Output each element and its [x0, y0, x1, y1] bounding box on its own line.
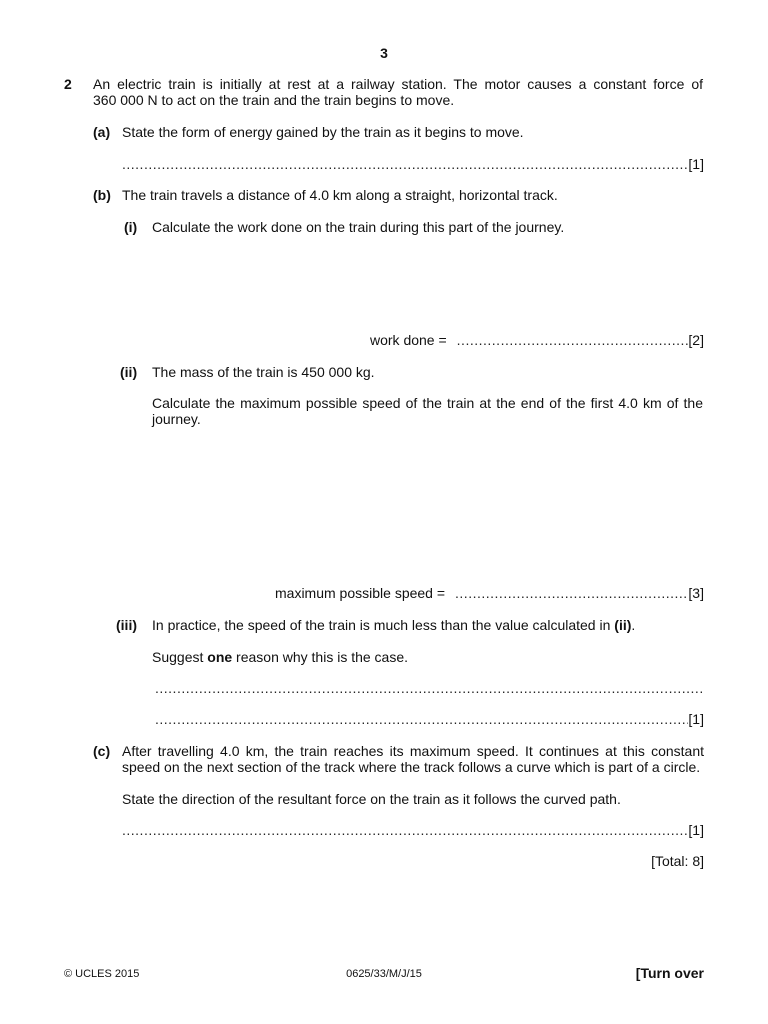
footer-code: 0625/33/M/J/15 — [346, 968, 422, 980]
part-b-i-text: Calculate the work done on the train during this part of the journey. — [152, 219, 565, 235]
part-b-iii-marks: [1] — [688, 711, 704, 727]
part-c-text-line2: speed on the next section of the track where the track follows a curve which is part of a circle. — [122, 759, 701, 775]
part-b-iii-label: (iii) — [116, 617, 137, 633]
part-a-answer-line[interactable] — [122, 156, 704, 172]
question-number: 2 — [64, 76, 72, 92]
part-b-label: (b) — [93, 187, 111, 203]
part-b-iii-text-pre: In practice, the speed of the train is much less than the value calculated in — [152, 617, 615, 633]
total-marks: [Total: 8] — [651, 853, 704, 869]
max-speed-answer-line[interactable] — [275, 585, 704, 601]
answer-dots — [457, 332, 689, 348]
part-b-iii-answer-line-1[interactable] — [155, 680, 704, 696]
answer-dots — [122, 156, 688, 172]
part-b-ii-label: (ii) — [120, 364, 138, 380]
part-b-i-marks: [2] — [688, 332, 704, 348]
answer-dots — [122, 822, 688, 838]
part-b-iii-suggest — [152, 649, 408, 665]
part-a-text: State the form of energy gained by the train as it begins to move. — [122, 124, 524, 140]
part-c-answer-line[interactable] — [122, 822, 704, 838]
part-b-text: The train travels a distance of 4.0 km along a straight, horizontal track. — [122, 187, 558, 203]
page-number: 3 — [380, 45, 388, 61]
part-b-ii-text2-line1: Calculate the maximum possible speed of the train at the end of the first 4.0 km of the — [152, 395, 703, 411]
part-b-iii-text-ref: (ii) — [614, 617, 632, 633]
part-b-i-label: (i) — [124, 219, 138, 235]
work-done-answer-line[interactable] — [370, 332, 704, 348]
part-b-iii-answer-line-2[interactable] — [155, 711, 704, 727]
part-c-text2: State the direction of the resultant force on the train as it follows the curved path. — [122, 791, 621, 807]
part-c-marks: [1] — [688, 822, 704, 838]
footer-copyright: © UCLES 2015 — [64, 968, 140, 980]
question-stem-line1: An electric train is initially at rest at a railway station. The motor causes a constant force of — [93, 76, 703, 92]
suggest-post: reason why this is the case. — [232, 649, 409, 665]
part-b-iii-text — [152, 617, 635, 633]
part-c-label: (c) — [93, 743, 111, 759]
part-b-ii-text1: The mass of the train is 450 000 kg. — [152, 364, 375, 380]
part-b-ii-marks: [3] — [688, 585, 704, 601]
suggest-pre: Suggest — [152, 649, 208, 665]
suggest-bold: one — [207, 649, 233, 665]
max-speed-label: maximum possible speed = — [275, 585, 446, 601]
part-c-text-line1: After travelling 4.0 km, the train reaches its maximum speed. It continues at this constant — [122, 743, 704, 759]
turn-over: [Turn over — [635, 965, 704, 981]
part-a-marks: [1] — [688, 156, 704, 172]
answer-dots — [455, 585, 688, 601]
part-b-iii-text-post: . — [631, 617, 636, 633]
answer-dots — [155, 680, 704, 696]
answer-dots — [155, 711, 688, 727]
part-b-ii-text2-line2: journey. — [152, 411, 201, 427]
question-stem-line2: 360 000 N to act on the train and the train begins to move. — [93, 92, 455, 108]
part-a-label: (a) — [93, 124, 111, 140]
work-done-label: work done = — [370, 332, 447, 348]
